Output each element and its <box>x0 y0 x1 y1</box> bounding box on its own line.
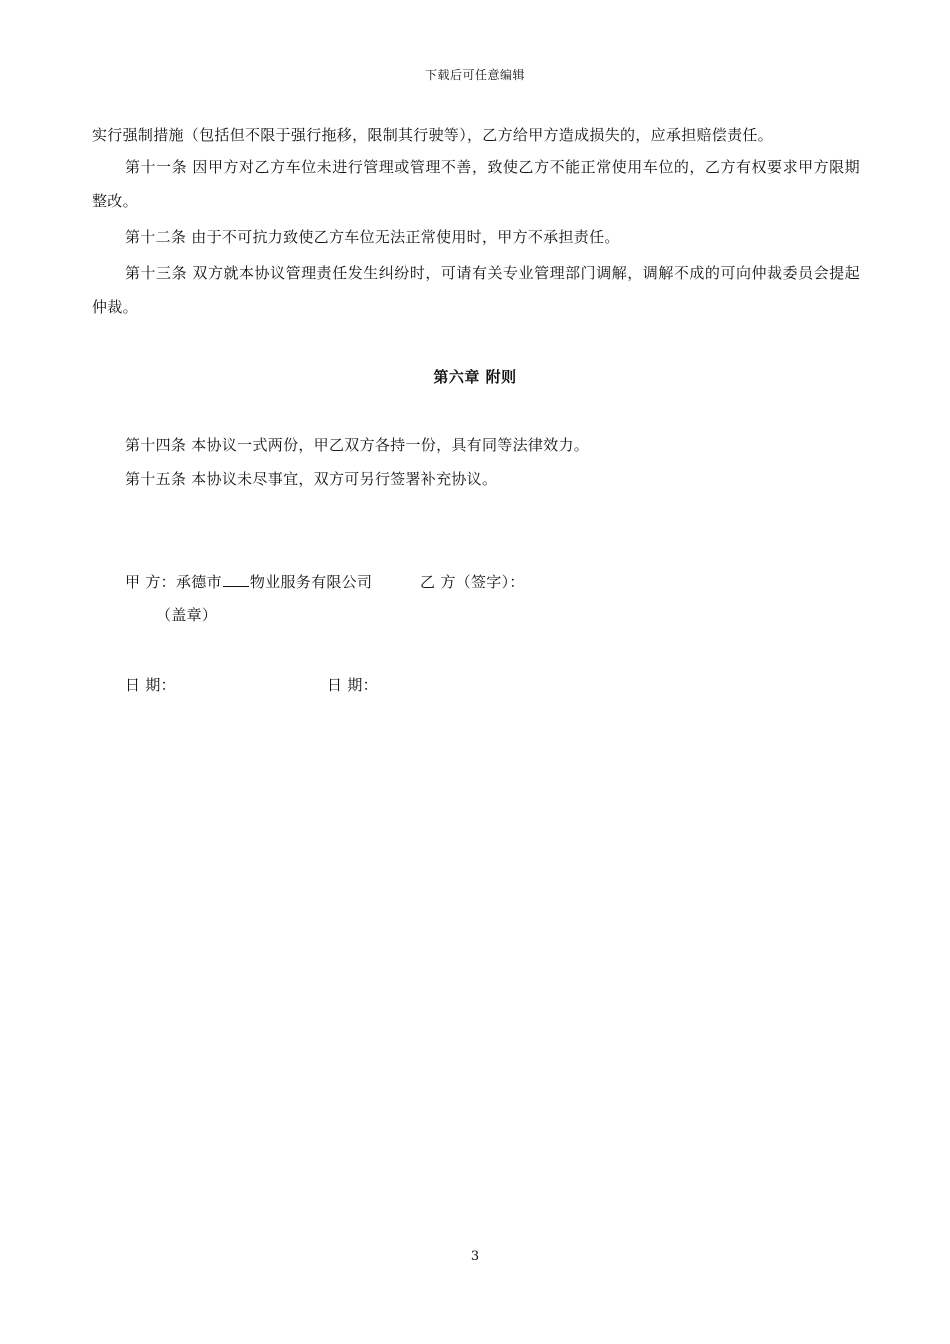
article-14: 第十四条 本协议一式两份，甲乙双方各持一份，具有同等法律效力。 <box>125 436 590 454</box>
party-a-prefix: 甲 方：承德市 <box>125 573 222 591</box>
article-13: 第十三条 双方就本协议管理责任发生纠纷时，可请有关专业管理部门调解，调解不成的可向仲裁委员会提起仲裁。 <box>92 264 860 316</box>
party-a-signature-line <box>125 571 372 592</box>
party-b-signature: 乙 方（签字）： <box>420 573 525 591</box>
party-a-suffix: 物业服务有限公司 <box>249 573 373 591</box>
paragraph-continuation: 实行强制措施（包括但不限于强行拖移，限制其行驶等），乙方给甲方造成损失的，应承担赔偿责任。 <box>92 126 774 144</box>
article-11: 第十一条 因甲方对乙方车位未进行管理或管理不善，致使乙方不能正常使用车位的，乙方有权要求甲方限期整改。 <box>92 158 860 210</box>
company-name-blank <box>223 572 249 587</box>
chapter-title: 第六章 附则 <box>433 368 517 386</box>
article-15: 第十五条 本协议未尽事宜，双方可另行签署补充协议。 <box>125 470 498 488</box>
article-12: 第十二条 由于不可抗力致使乙方车位无法正常使用时，甲方不承担责任。 <box>125 228 620 246</box>
page-number: 3 <box>470 1249 480 1264</box>
page-header: 下载后可任意编辑 <box>424 68 525 82</box>
seal-label: （盖章） <box>156 606 218 624</box>
date-party-b: 日 期： <box>327 676 378 694</box>
date-party-a: 日 期： <box>125 676 176 694</box>
